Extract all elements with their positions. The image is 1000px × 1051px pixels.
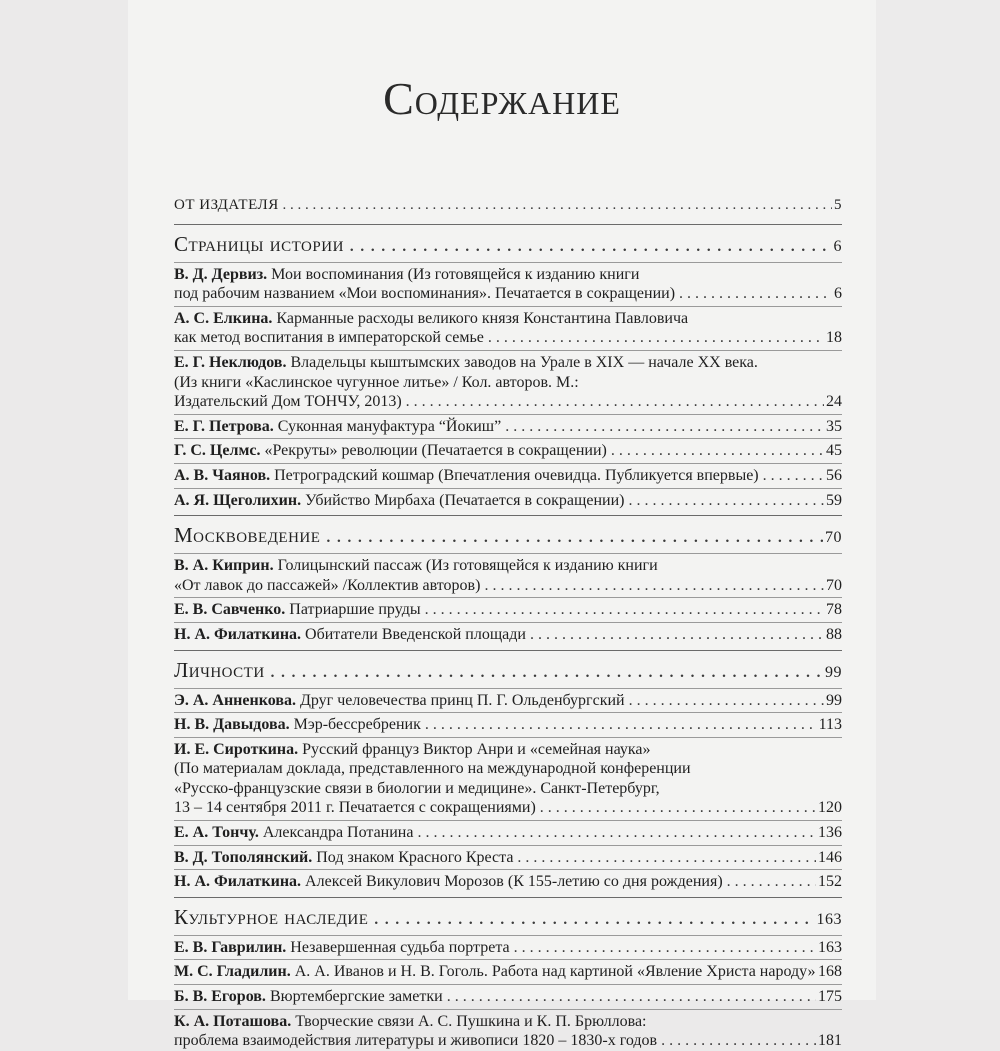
- entry-text: [174, 987, 816, 1007]
- toc-entry: [174, 938, 842, 958]
- entry-line: [174, 373, 842, 393]
- entry-title: Патриаршие пруды: [289, 601, 421, 619]
- entry-separator: [174, 306, 842, 307]
- entry-author: Н. В. Давыдова.: [174, 716, 290, 734]
- entry-separator: [174, 935, 842, 936]
- section-divider: [174, 515, 842, 516]
- page-number: 152: [818, 873, 842, 891]
- entry-title: Голицынский пассаж (Из готовящейся к изданию книги: [277, 557, 658, 575]
- page-number: 78: [826, 601, 842, 619]
- entry-line: [174, 441, 842, 461]
- toc-entry: [174, 987, 842, 1007]
- section-divider: [174, 650, 842, 651]
- entry-text: [174, 798, 816, 818]
- page-number: 59: [826, 491, 842, 509]
- entry-author: А. Я. Щеголихин.: [174, 491, 302, 509]
- entry-author: Н. А. Филаткина.: [174, 873, 302, 891]
- table-of-contents: [174, 196, 842, 1051]
- entry-line: [174, 823, 842, 843]
- book-edge: [876, 0, 1000, 1000]
- entry-line: [174, 625, 842, 645]
- page-number: 24: [826, 393, 842, 411]
- toc-entry: [174, 441, 842, 461]
- page-number: 99: [825, 663, 842, 681]
- entry-author: В. А. Киприн.: [174, 557, 274, 575]
- entry-author: А. С. Елкина.: [174, 309, 273, 327]
- entry-separator: [174, 262, 842, 263]
- toc-entry: [174, 466, 842, 486]
- page-number: 168: [818, 963, 842, 981]
- page-number: 6: [833, 237, 842, 255]
- entry-separator: [174, 1009, 842, 1010]
- entry-separator: [174, 438, 842, 439]
- entry-line: [174, 691, 842, 711]
- entry-line: [174, 392, 842, 412]
- section-divider: [174, 224, 842, 225]
- entry-separator: [174, 597, 842, 598]
- toc-entry: [174, 848, 842, 868]
- section-title: Страницы истории . . .: [174, 231, 832, 257]
- entry-author: В. Д. Тополянский.: [174, 848, 313, 866]
- entry-text: [174, 872, 816, 892]
- entry-author: М. С. Гладилин.: [174, 963, 291, 981]
- entry-title: Владельцы кыштымских заводов на Урале в XIX — начале XX века.: [290, 353, 758, 371]
- entry-text: [174, 392, 824, 412]
- entry-text: [174, 848, 816, 868]
- section-heading: [174, 522, 842, 551]
- entry-separator: [174, 463, 842, 464]
- entry-line: [174, 328, 842, 348]
- entry-line: [174, 556, 842, 576]
- entry-text: [174, 625, 824, 645]
- entry-line: [174, 1031, 842, 1051]
- entry-title: Издательский Дом ТОНЧУ, 2013): [174, 393, 402, 411]
- entry-title: Под знаком Красного Креста: [316, 848, 514, 866]
- entry-title: Александра Потанина: [262, 824, 414, 842]
- section-title: Культурное наследие . . .: [174, 904, 815, 930]
- page-number: 70: [825, 529, 842, 547]
- entry-title: А. А. Иванов и Н. В. Гоголь. Работа над картиной «Явление Христа народу»: [294, 963, 816, 981]
- entry-separator: [174, 737, 842, 738]
- entry-author: В. Д. Дервиз.: [174, 265, 268, 283]
- toc-entry: [174, 691, 842, 711]
- entry-title: (По материалам доклада, представленного на международной конференции: [174, 760, 691, 778]
- entry-text: [174, 691, 824, 711]
- entry-line: [174, 265, 842, 285]
- entry-separator: [174, 959, 842, 960]
- page-number: 120: [818, 799, 842, 817]
- entry-text: [174, 823, 816, 843]
- page-number: 70: [826, 576, 842, 594]
- entry-line: [174, 962, 842, 982]
- entry-author: Е. Г. Неклюдов.: [174, 353, 287, 371]
- entry-separator: [174, 622, 842, 623]
- page-number: 113: [818, 716, 842, 734]
- entry-title: Мэр-бессребреник: [293, 716, 421, 734]
- toc-entry: [174, 556, 842, 595]
- entry-author: Б. В. Егоров.: [174, 988, 266, 1006]
- entry-line: [174, 491, 842, 511]
- entry-author: Н. А. Филаткина.: [174, 625, 302, 643]
- entry-line: [174, 576, 842, 596]
- entry-author: Э. А. Анненкова.: [174, 691, 296, 709]
- page-number: 6: [834, 285, 842, 303]
- entry-title: Друг человечества принц П. Г. Ольденбургский: [299, 691, 625, 709]
- entry-title: под рабочим названием «Мои воспоминания». Печатается в сокращении): [174, 285, 676, 303]
- entry-line: [174, 309, 842, 329]
- entry-text: [174, 491, 824, 511]
- entry-title: Карманные расходы великого князя Константина Павловича: [276, 309, 689, 327]
- entry-author: А. В. Чаянов.: [174, 466, 271, 484]
- entry-text: [174, 284, 832, 304]
- section-heading: [174, 904, 842, 933]
- page-number: 146: [818, 848, 842, 866]
- toc-entry: [174, 823, 842, 843]
- entry-separator: [174, 688, 842, 689]
- entry-author: Е. В. Савченко.: [174, 601, 286, 619]
- toc-entry: [174, 715, 842, 735]
- toc-entry: [174, 740, 842, 818]
- entry-text: [174, 600, 824, 620]
- entry-author: Г. С. Целмс.: [174, 442, 261, 460]
- entry-title: (Из книги «Каслинское чугунное литье» / Кол. авторов. М.:: [174, 373, 579, 391]
- page-number: 45: [826, 442, 842, 460]
- entry-separator: [174, 984, 842, 985]
- entry-line: [174, 417, 842, 437]
- entry-line: [174, 466, 842, 486]
- page-title: Содержание: [383, 73, 621, 124]
- entry-title: проблема взаимодействия литературы и живописи 1820 – 1830-х годов: [174, 1032, 658, 1050]
- toc-entry: [174, 417, 842, 437]
- entry-title: «Русско-французские связи в биологии и медицине». Санкт-Петербург,: [174, 779, 660, 797]
- entry-title: Вюртембергские заметки: [269, 988, 443, 1006]
- page-number: 163: [818, 938, 842, 956]
- entry-title: Алексей Викулович Морозов (К 155-летию со дня рождения): [305, 873, 723, 891]
- entry-separator: [174, 712, 842, 713]
- entry-separator: [174, 869, 842, 870]
- entry-title: Суконная мануфактура “Йокиш”: [277, 417, 502, 435]
- page-number: 163: [816, 910, 842, 928]
- entry-text: [174, 328, 824, 348]
- entry-line: [174, 848, 842, 868]
- entry-title: как метод воспитания в императорской семье: [174, 329, 484, 347]
- page-number: 181: [818, 1032, 842, 1050]
- entry-title: Мои воспоминания (Из готовящейся к изданию книги: [271, 265, 640, 283]
- entry-title: Петроградский кошмар (Впечатления очевидца. Публикуется впервые): [274, 466, 759, 484]
- entry-title: «От лавок до пассажей» /Коллектив авторов): [174, 576, 481, 594]
- entry-text: [174, 1031, 816, 1051]
- toc-entry: [174, 309, 842, 348]
- entry-author: И. Е. Сироткина.: [174, 740, 299, 758]
- section-heading: [174, 231, 842, 260]
- entry-line: [174, 740, 842, 760]
- entry-line: [174, 987, 842, 1007]
- entry-text: [174, 466, 824, 486]
- entry-title: Убийство Мирбаха (Печатается в сокращении): [305, 491, 625, 509]
- entry-title: Обитатели Введенской площади: [305, 625, 526, 643]
- entry-line: [174, 600, 842, 620]
- entry-separator: [174, 414, 842, 415]
- entry-author: Е. В. Гаврилин.: [174, 938, 287, 956]
- entry-text: [174, 962, 816, 982]
- entry-author: К. А. Поташова.: [174, 1012, 292, 1030]
- publisher-note: [174, 196, 842, 216]
- toc-entry: [174, 962, 842, 982]
- entry-line: [174, 353, 842, 373]
- entry-line: [174, 798, 842, 818]
- entry-line: [174, 938, 842, 958]
- entry-author: Е. А. Тончу.: [174, 824, 259, 842]
- toc-entry: [174, 872, 842, 892]
- entry-separator: [174, 488, 842, 489]
- entry-line: [174, 284, 842, 304]
- section-divider: [174, 897, 842, 898]
- page-number: 99: [826, 691, 842, 709]
- page-number: 88: [826, 625, 842, 643]
- page-number: 35: [826, 417, 842, 435]
- page-number: 136: [818, 824, 842, 842]
- toc-entry: [174, 1012, 842, 1051]
- toc-entry: [174, 353, 842, 412]
- entry-text: [174, 441, 824, 461]
- page-number: 18: [826, 329, 842, 347]
- entry-title: «Рекруты» революции (Печатается в сокращении): [264, 442, 607, 460]
- entry-text: [174, 938, 816, 958]
- entry-line: [174, 715, 842, 735]
- section-title: Москвоведение . . .: [174, 522, 823, 548]
- toc-entry: [174, 265, 842, 304]
- entry-title: Русский француз Виктор Анри и «семейная наука»: [302, 740, 651, 758]
- page-number: 175: [818, 988, 842, 1006]
- entry-separator: [174, 553, 842, 554]
- page-number: 56: [826, 466, 842, 484]
- section-title: Личности . . .: [174, 657, 823, 683]
- entry-title: 13 – 14 сентября 2011 г. Печатается с сокращениями): [174, 799, 536, 817]
- entry-line: [174, 872, 842, 892]
- entry-text: [174, 417, 824, 437]
- entry-separator: [174, 350, 842, 351]
- entry-separator: [174, 845, 842, 846]
- page-number: 5: [834, 197, 842, 213]
- entry-separator: [174, 820, 842, 821]
- toc-entry: [174, 600, 842, 620]
- entry-line: [174, 779, 842, 799]
- entry-line: [174, 759, 842, 779]
- publisher-label: ОТ ИЗДАТЕЛЯ . . .: [174, 196, 832, 216]
- toc-entry: [174, 491, 842, 511]
- entry-author: Е. Г. Петрова.: [174, 417, 274, 435]
- entry-line: [174, 1012, 842, 1032]
- entry-title: Творческие связи А. С. Пушкина и К. П. Брюллова:: [295, 1012, 647, 1030]
- entry-title: Незавершенная судьба портрета: [290, 938, 510, 956]
- toc-entry: [174, 625, 842, 645]
- entry-text: [174, 715, 817, 735]
- entry-text: [174, 576, 824, 596]
- section-heading: [174, 657, 842, 686]
